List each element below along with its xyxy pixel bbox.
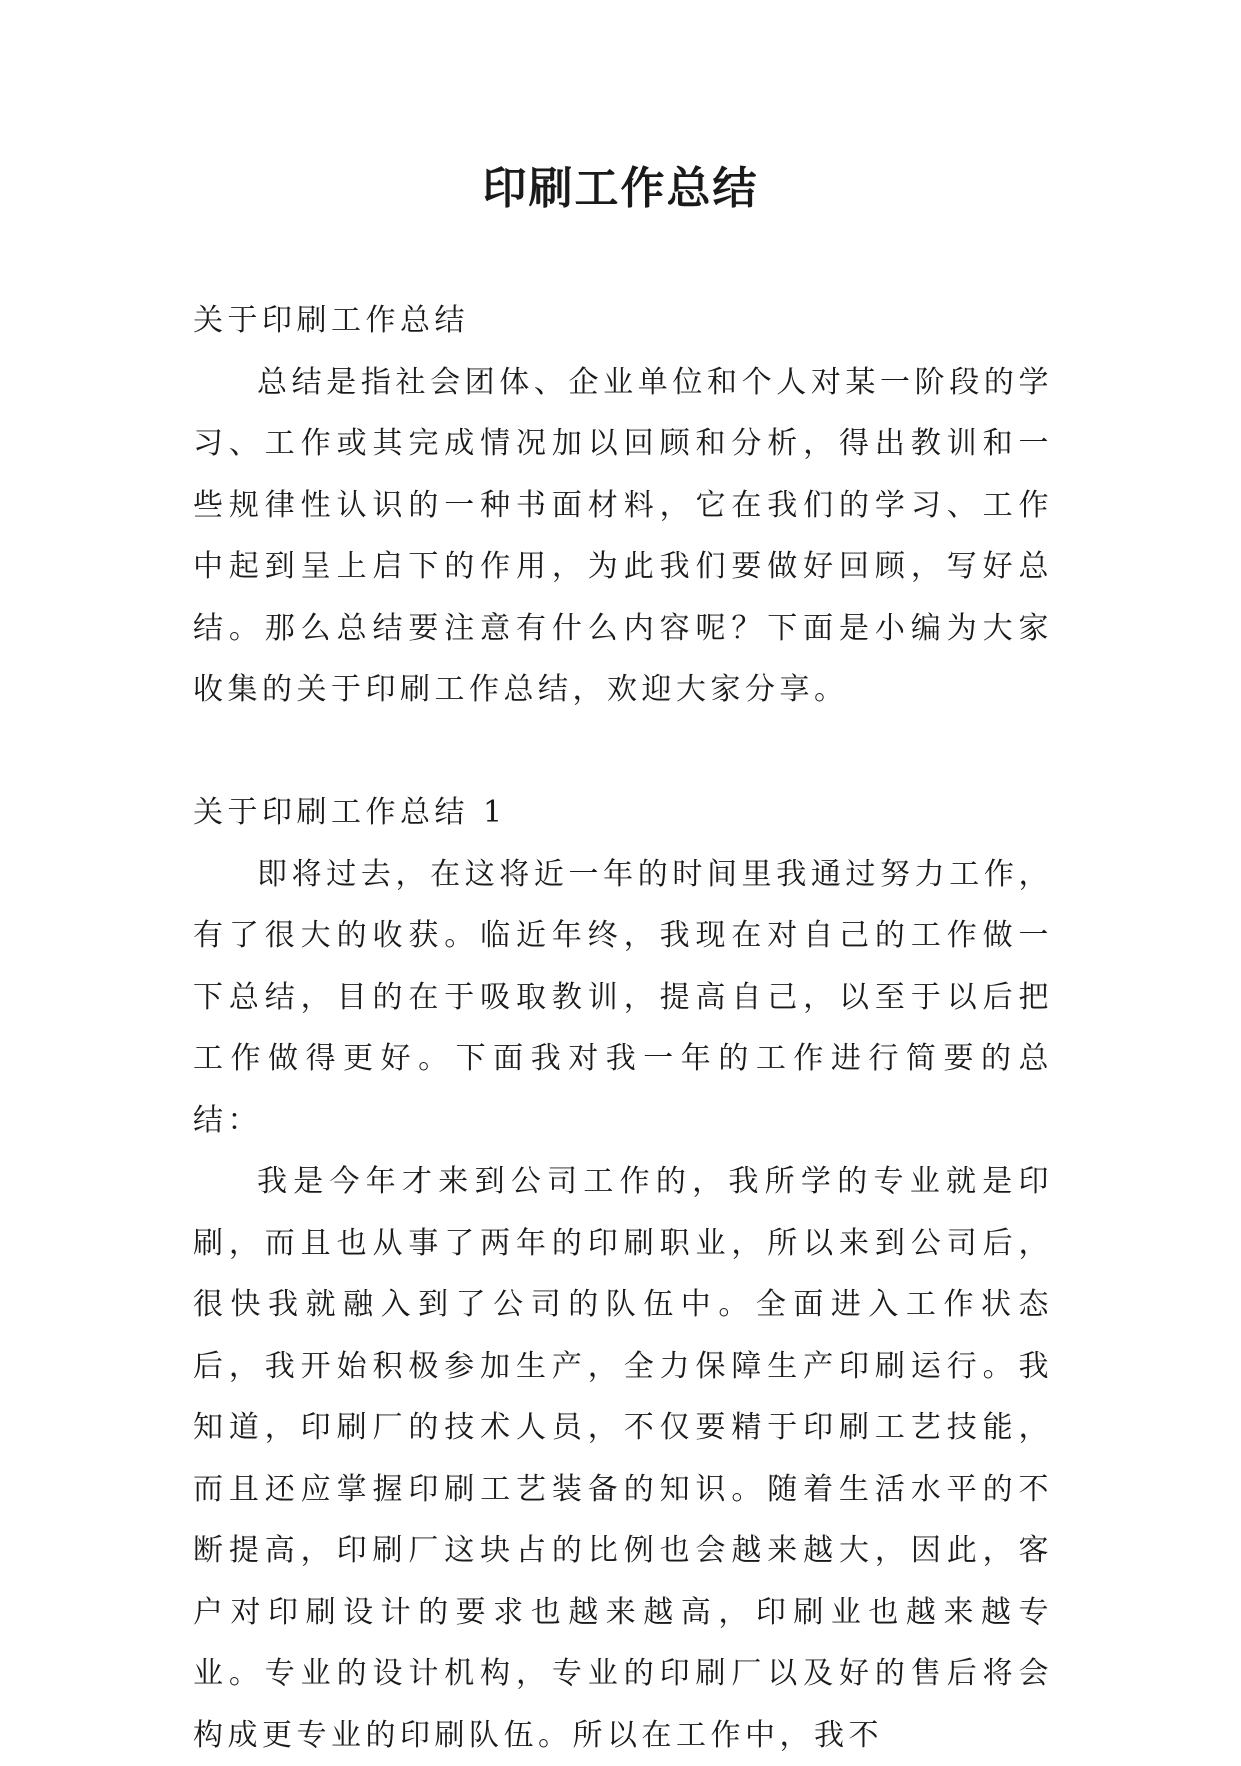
- intro-paragraph: 总结是指社会团体、企业单位和个人对某一阶段的学习、工作或其完成情况加以回顾和分析，得出教训和一些规律性认识的一种书面材料，它在我们的学习、工作中起到呈上启下的作用，为此我们要做好回顾，写好总结。那么总结要注意有什么内容呢？下面是小编为大家收集的关于印刷工作总结，欢迎大家分享。: [193, 364, 1053, 707]
- document-body: [193, 290, 1053, 1766]
- section-1-paragraph-1: 即将过去，在这将近一年的时间里我通过努力工作，有了很大的收获。临近年终，我现在对自己的工作做一下总结，目的在于吸取教训，提高自己，以至于以后把工作做得更好。下面我对我一年的工作进行简要的总结：: [193, 856, 1053, 1138]
- section-spacer: [193, 721, 1053, 783]
- intro-heading: 关于印刷工作总结: [193, 303, 469, 338]
- section-1-heading: 关于印刷工作总结 1: [193, 795, 507, 830]
- document-title: 印刷工作总结: [482, 163, 759, 214]
- section-1-paragraph-2: 我是今年才来到公司工作的，我所学的专业就是印刷，而且也从事了两年的印刷职业，所以来到公司后，很快我就融入到了公司的队伍中。全面进入工作状态后，我开始积极参加生产，全力保障生产印刷运行。我知道，印刷厂的技术人员，不仅要精于印刷工艺技能，而且还应掌握印刷工艺装备的知识。随着生活水平的不断提高，印刷厂这块占的比例也会越来越大，因此，客户对印刷设计的要求也越来越高，印刷业也越来越专业。专业的设计机构，专业的印刷厂以及好的售后将会构成更专业的印刷队伍。所以在工作中，我不: [193, 1164, 1053, 1753]
